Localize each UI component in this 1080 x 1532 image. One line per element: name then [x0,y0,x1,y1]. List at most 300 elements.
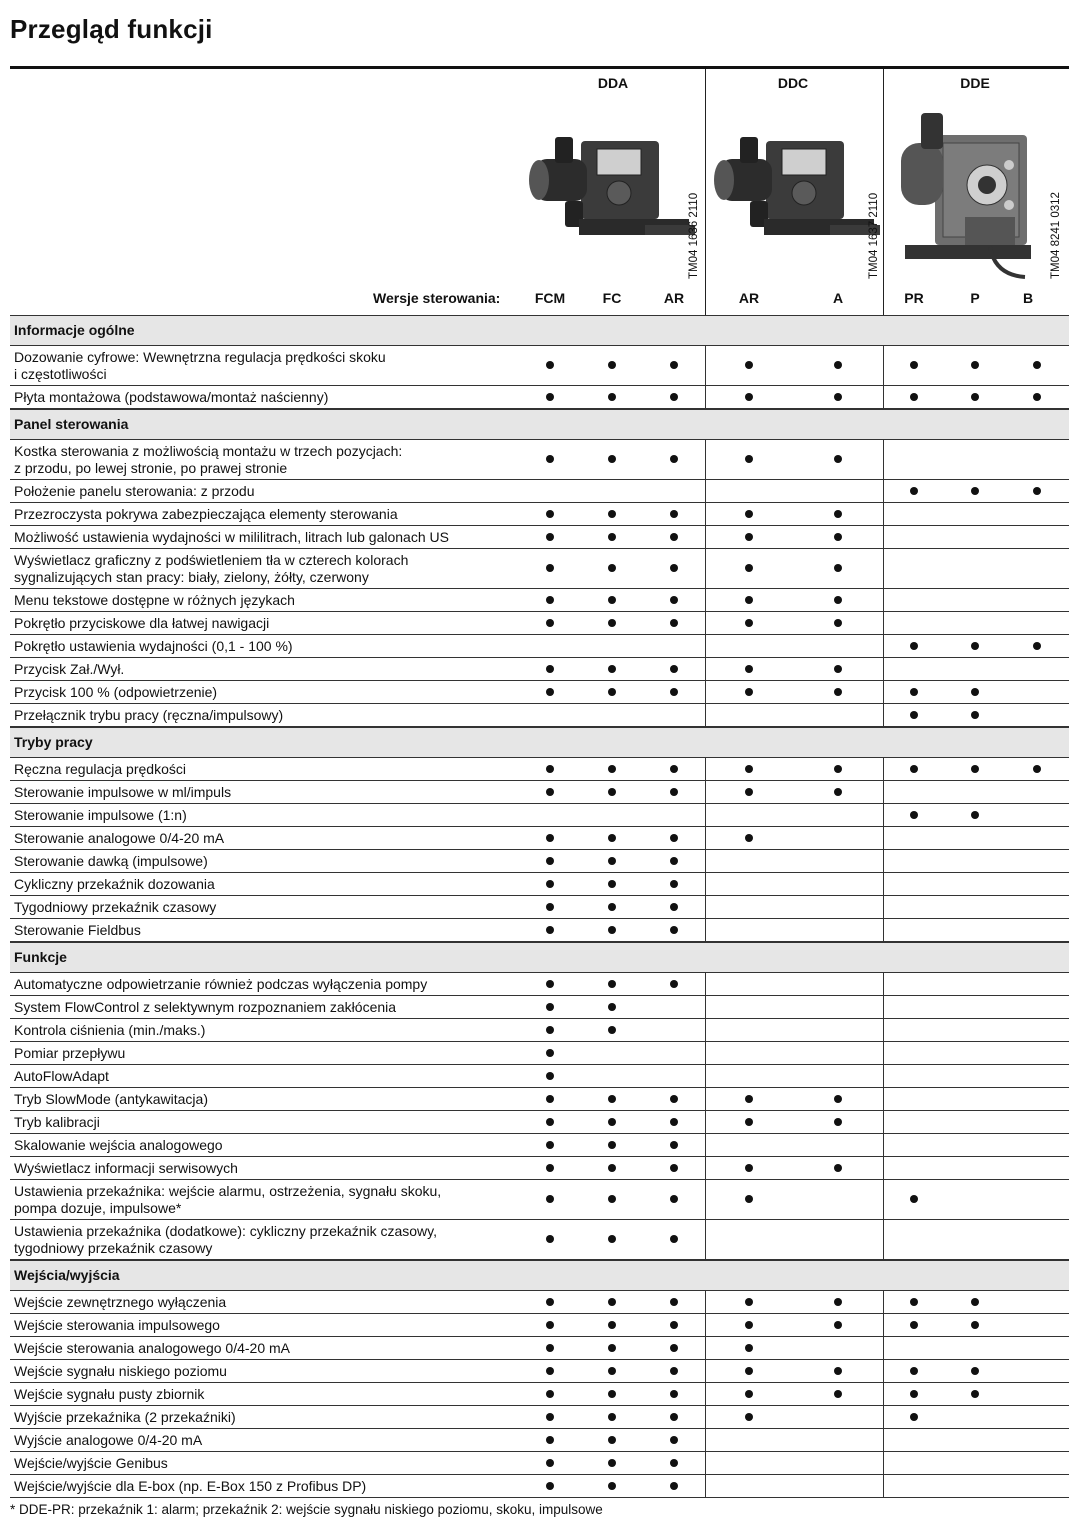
availability-dot-ar [670,1367,678,1375]
availability-dot-fc [608,1390,616,1398]
availability-dot-fc [608,665,616,673]
column-divider [883,440,884,479]
versions-label: Wersje sterowania: [373,290,501,306]
table-row [10,1134,1069,1157]
availability-dot-fc [608,765,616,773]
availability-dot-fc [608,1195,616,1203]
feature-label: Przezroczysta pokrywa zabezpieczająca elementy sterowania [14,506,398,522]
column-divider [883,1429,884,1451]
column-divider [705,386,706,408]
availability-dot-pr [910,1195,918,1203]
availability-dot-ar [745,596,753,604]
availability-dot-b [1033,765,1041,773]
availability-dot-fcm [546,1344,554,1352]
availability-dot-ar [745,1298,753,1306]
version-dda-ar: AR [663,290,685,306]
section-title: Informacje ogólne [14,322,135,338]
availability-dot-a [834,564,842,572]
feature-label: Automatyczne odpowietrzanie również podczas wyłączenia pompy [14,976,428,992]
availability-dot-fc [608,1321,616,1329]
version-ddc-ar: AR [738,290,760,306]
table-row [10,1360,1069,1383]
table-row [10,1452,1069,1475]
feature-label: Możliwość ustawienia wydajności w mililitrach, litrach lub galonach US [14,529,449,545]
availability-dot-fc [608,1413,616,1421]
availability-dot-p [971,487,979,495]
availability-dot-a [834,788,842,796]
column-divider [883,1220,884,1259]
table-row [10,1475,1069,1498]
table-row [10,526,1069,549]
column-divider [705,1360,706,1382]
table-row [10,850,1069,873]
availability-dot-ar [670,926,678,934]
column-divider [883,635,884,657]
availability-dot-ar [670,1413,678,1421]
feature-label: Sterowanie Fieldbus [14,922,141,938]
column-divider [705,850,706,872]
feature-label: Menu tekstowe dostępne w różnych językach [14,592,295,608]
section-title: Wejścia/wyjścia [14,1267,120,1283]
availability-dot-ar [670,1095,678,1103]
availability-dot-ar [745,1164,753,1172]
table-row [10,1088,1069,1111]
column-divider [705,804,706,826]
availability-dot-ar [745,455,753,463]
column-divider [883,1134,884,1156]
availability-dot-fcm [546,1298,554,1306]
table-row [10,589,1069,612]
availability-dot-fcm [546,455,554,463]
availability-dot-ar [745,1390,753,1398]
availability-dot-a [834,1118,842,1126]
feature-label: Położenie panelu sterowania: z przodu [14,483,255,499]
feature-label: Skalowanie wejścia analogowego [14,1137,223,1153]
column-divider [883,919,884,941]
availability-dot-fcm [546,533,554,541]
column-divider-dde [883,69,884,315]
column-divider [883,1360,884,1382]
column-divider [883,1314,884,1336]
availability-dot-fc [608,1367,616,1375]
availability-dot-ar [670,880,678,888]
table-row [10,704,1069,727]
availability-dot-fcm [546,688,554,696]
availability-dot-pr [910,361,918,369]
column-divider [883,346,884,385]
column-divider [705,704,706,726]
table-row [10,1383,1069,1406]
availability-dot-p [971,642,979,650]
table-row [10,1337,1069,1360]
availability-dot-p [971,361,979,369]
availability-dot-ar [670,1321,678,1329]
table-row [10,635,1069,658]
dda-image-code: TM04 1636 2110 [688,192,700,279]
availability-dot-ar [745,393,753,401]
availability-dot-pr [910,393,918,401]
table-row [10,996,1069,1019]
column-divider [705,1019,706,1041]
availability-dot-p [971,1321,979,1329]
feature-table [10,315,1069,1498]
column-divider [883,1088,884,1110]
column-divider [883,781,884,803]
availability-dot-pr [910,1367,918,1375]
availability-dot-ar [745,1095,753,1103]
column-divider [883,1337,884,1359]
feature-label: Wejście sterowania analogowego 0/4-20 mA [14,1340,291,1356]
availability-dot-ar [670,1118,678,1126]
availability-dot-fcm [546,1118,554,1126]
feature-label: AutoFlowAdapt [14,1068,109,1084]
availability-dot-ar [670,533,678,541]
availability-dot-fc [608,1298,616,1306]
dda-pump-image [525,129,695,259]
availability-dot-fc [608,1026,616,1034]
availability-dot-ar [745,1413,753,1421]
column-divider [705,1111,706,1133]
availability-dot-fcm [546,1482,554,1490]
availability-dot-fcm [546,1413,554,1421]
feature-label: Sterowanie dawką (impulsowe) [14,853,208,869]
availability-dot-a [834,361,842,369]
column-divider [883,480,884,502]
column-divider [705,1429,706,1451]
availability-dot-ar [670,1141,678,1149]
ddc-pump-image [710,129,880,259]
feature-label: Pokrętło ustawienia wydajności (0,1 - 100 %) [14,638,293,654]
availability-dot-ar [670,1390,678,1398]
availability-dot-ar [745,361,753,369]
availability-dot-ar [745,1321,753,1329]
column-divider [705,1406,706,1428]
column-divider [705,781,706,803]
availability-dot-fcm [546,857,554,865]
availability-dot-fcm [546,1095,554,1103]
availability-dot-p [971,393,979,401]
availability-dot-fcm [546,1367,554,1375]
availability-dot-ar [670,980,678,988]
column-divider [705,758,706,780]
availability-dot-fc [608,1344,616,1352]
availability-dot-ar [745,688,753,696]
table-row [10,896,1069,919]
table-row [10,1429,1069,1452]
feature-label: Wejście sygnału pusty zbiornik [14,1386,205,1402]
availability-dot-ar [745,619,753,627]
table-row [10,1065,1069,1088]
availability-dot-fcm [546,926,554,934]
availability-dot-fc [608,1141,616,1149]
column-divider [883,1019,884,1041]
table-row [10,1157,1069,1180]
table-row [10,1111,1069,1134]
feature-label: Wyświetlacz graficzny z podświetleniem tła w czterech kolorach sygnalizujących stan pracy: biały, zielony, żółty, czerwony [14,552,409,585]
availability-dot-ar [670,903,678,911]
column-divider [705,1220,706,1259]
availability-dot-fc [608,834,616,842]
availability-dot-pr [910,642,918,650]
table-row [10,873,1069,896]
availability-dot-pr [910,765,918,773]
column-divider [883,1383,884,1405]
availability-dot-ar [670,765,678,773]
availability-dot-ar [670,1298,678,1306]
column-divider [883,996,884,1018]
availability-dot-a [834,1321,842,1329]
table-row [10,346,1069,386]
availability-dot-a [834,665,842,673]
availability-dot-fc [608,1003,616,1011]
availability-dot-a [834,1298,842,1306]
availability-dot-ar [745,564,753,572]
column-divider [705,526,706,548]
availability-dot-fcm [546,1003,554,1011]
availability-dot-fcm [546,1026,554,1034]
availability-dot-b [1033,361,1041,369]
availability-dot-fcm [546,596,554,604]
table-row [10,503,1069,526]
feature-label: System FlowControl z selektywnym rozpoznaniem zakłócenia [14,999,397,1015]
availability-dot-ar [670,619,678,627]
footnote: * DDE-PR: przekaźnik 1: alarm; przekaźnik 2: wejście sygnału niskiego poziomu, skoku, impulsowe [10,1502,603,1517]
availability-dot-pr [910,1413,918,1421]
column-divider [883,704,884,726]
column-divider [705,346,706,385]
availability-dot-ar [670,1344,678,1352]
table-row [10,758,1069,781]
availability-dot-fc [608,361,616,369]
column-divider [705,480,706,502]
availability-dot-fcm [546,1141,554,1149]
availability-dot-fcm [546,1195,554,1203]
family-dde: DDE [960,75,990,91]
availability-dot-a [834,393,842,401]
availability-dot-pr [910,688,918,696]
availability-dot-fcm [546,765,554,773]
availability-dot-ar [670,1459,678,1467]
availability-dot-fcm [546,1049,554,1057]
availability-dot-fc [608,1164,616,1172]
dde-pump-image [895,105,1045,280]
availability-dot-ar [745,788,753,796]
section-header [10,1260,1069,1291]
column-divider [705,589,706,611]
availability-dot-ar [745,533,753,541]
feature-label: Sterowanie impulsowe w ml/impuls [14,784,232,800]
column-divider [883,804,884,826]
column-divider [705,658,706,680]
column-divider [883,973,884,995]
availability-dot-fc [608,564,616,572]
availability-dot-fc [608,857,616,865]
availability-dot-fc [608,1436,616,1444]
column-divider [883,386,884,408]
column-divider [883,1452,884,1474]
feature-label: Kontrola ciśnienia (min./maks.) [14,1022,206,1038]
availability-dot-fcm [546,361,554,369]
column-divider [705,873,706,895]
column-divider [883,503,884,525]
availability-dot-fcm [546,1321,554,1329]
feature-label: Cykliczny przekaźnik dozowania [14,876,215,892]
availability-dot-ar [670,665,678,673]
column-divider [883,658,884,680]
availability-dot-fc [608,455,616,463]
version-dde-p: P [970,290,980,306]
availability-dot-fc [608,619,616,627]
availability-dot-fcm [546,564,554,572]
table-row [10,440,1069,480]
availability-dot-ar [670,788,678,796]
column-divider [883,1065,884,1087]
availability-dot-fcm [546,1436,554,1444]
feature-label: Przełącznik trybu pracy (ręczna/impulsowy) [14,707,284,723]
availability-dot-a [834,1164,842,1172]
table-row [10,658,1069,681]
table-row [10,1019,1069,1042]
column-divider [705,1042,706,1064]
availability-dot-a [834,596,842,604]
table-row [10,1220,1069,1260]
column-divider [883,873,884,895]
column-divider [883,1406,884,1428]
availability-dot-pr [910,487,918,495]
availability-dot-ar [745,834,753,842]
column-divider [705,1314,706,1336]
availability-dot-fcm [546,393,554,401]
availability-dot-fc [608,788,616,796]
availability-dot-p [971,765,979,773]
ddc-image-code: TM04 1637 2110 [868,192,880,279]
availability-dot-ar [745,510,753,518]
availability-dot-ar [670,455,678,463]
section-title: Tryby pracy [14,734,93,750]
table-row [10,612,1069,635]
availability-dot-a [834,765,842,773]
version-dda-fc: FC [602,290,622,306]
feature-label: Płyta montażowa (podstawowa/montaż naścienny) [14,389,329,405]
availability-dot-ar [670,596,678,604]
column-divider [883,1180,884,1219]
column-divider [705,549,706,588]
availability-dot-ar [670,688,678,696]
table-row [10,781,1069,804]
feature-label: Dozowanie cyfrowe: Wewnętrzna regulacja prędkości skoku i częstotliwości [14,349,386,382]
column-divider [883,1475,884,1497]
table-header [10,69,1069,315]
column-divider [705,827,706,849]
section-title: Panel sterowania [14,416,129,432]
availability-dot-fc [608,1118,616,1126]
column-divider [883,758,884,780]
feature-label: Przycisk Zał./Wył. [14,661,125,677]
table-row [10,973,1069,996]
column-divider [883,1157,884,1179]
family-ddc: DDC [777,75,809,91]
table-row [10,1291,1069,1314]
column-divider [705,1291,706,1313]
availability-dot-fc [608,926,616,934]
availability-dot-fc [608,880,616,888]
feature-label: Tryb kalibracji [14,1114,100,1130]
availability-dot-pr [910,1298,918,1306]
section-header [10,315,1069,346]
feature-label: Ustawienia przekaźnika: wejście alarmu, ostrzeżenia, sygnału skoku, pompa dozuje, impulsowe* [14,1183,442,1216]
availability-dot-ar [670,1164,678,1172]
availability-dot-pr [910,811,918,819]
column-divider [705,919,706,941]
table-row [10,1406,1069,1429]
column-divider [883,681,884,703]
column-divider [705,1088,706,1110]
availability-dot-fcm [546,834,554,842]
availability-dot-fc [608,1095,616,1103]
section-title: Funkcje [14,949,67,965]
availability-dot-ar [745,1367,753,1375]
availability-dot-fcm [546,1235,554,1243]
column-divider [883,589,884,611]
availability-dot-fc [608,1482,616,1490]
family-dda: DDA [597,75,629,91]
availability-dot-a [834,1390,842,1398]
column-divider-ddc [705,69,706,315]
column-divider [883,1042,884,1064]
availability-dot-p [971,1367,979,1375]
availability-dot-fcm [546,903,554,911]
availability-dot-a [834,619,842,627]
table-row [10,549,1069,589]
page-title: Przegląd funkcji [10,14,213,44]
column-divider [705,1475,706,1497]
availability-dot-p [971,1390,979,1398]
availability-dot-ar [745,1195,753,1203]
availability-dot-p [971,688,979,696]
availability-dot-fc [608,510,616,518]
feature-label: Przycisk 100 % (odpowietrzenie) [14,684,218,700]
column-divider [705,612,706,634]
column-divider [883,1111,884,1133]
availability-dot-ar [745,1344,753,1352]
availability-dot-pr [910,711,918,719]
availability-dot-fcm [546,1459,554,1467]
version-dde-pr: PR [904,290,924,306]
availability-dot-fc [608,1235,616,1243]
availability-dot-p [971,1298,979,1306]
column-divider [705,973,706,995]
feature-label: Wejście zewnętrznego wyłączenia [14,1294,227,1310]
dde-image-code: TM04 8241 0312 [1050,192,1062,279]
availability-dot-fc [608,903,616,911]
availability-dot-b [1033,642,1041,650]
column-divider [705,1383,706,1405]
availability-dot-fc [608,980,616,988]
column-divider [705,1157,706,1179]
column-divider [883,526,884,548]
column-divider [883,1291,884,1313]
column-divider [883,549,884,588]
column-divider [705,896,706,918]
availability-dot-pr [910,1390,918,1398]
version-ddc-a: A [832,290,844,306]
column-divider [705,1065,706,1087]
column-divider [883,896,884,918]
availability-dot-ar [745,1118,753,1126]
availability-dot-b [1033,487,1041,495]
table-row [10,1314,1069,1337]
availability-dot-a [834,455,842,463]
